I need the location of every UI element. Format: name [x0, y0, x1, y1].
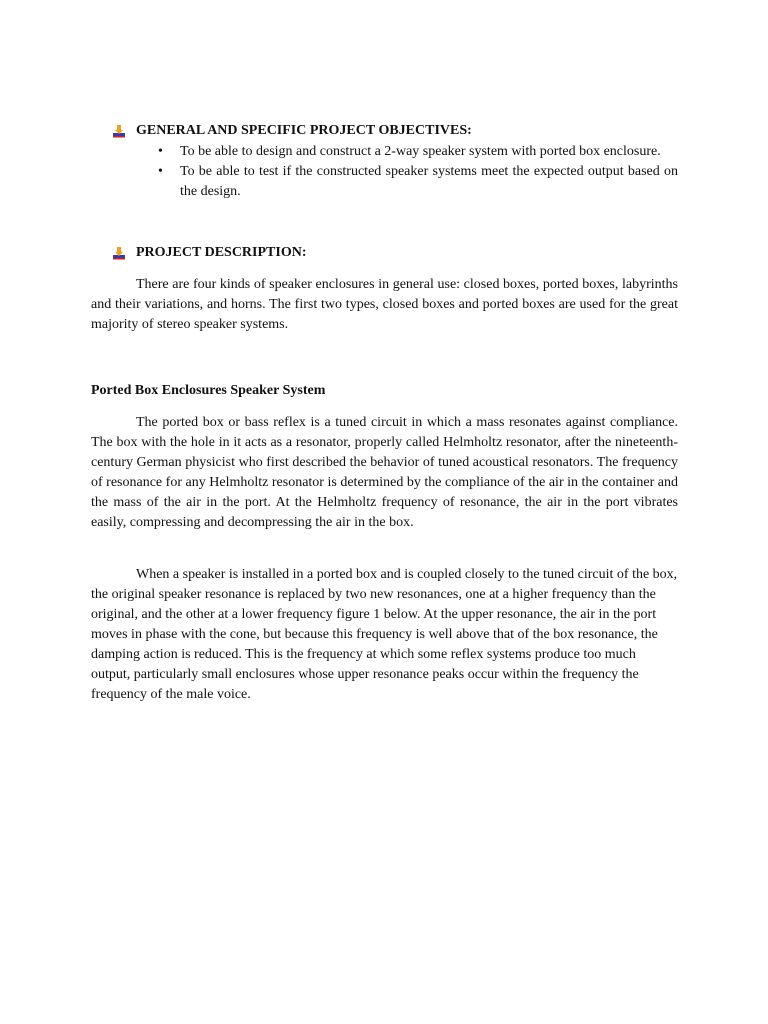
- description-heading: [112, 243, 307, 263]
- arrow-bullet-icon: [112, 246, 126, 260]
- description-title: PROJECT DESCRIPTION:: [136, 245, 307, 260]
- ported-box-paragraph-1: The ported box or bass reflex is a tuned circuit in which a mass resonates against compliance. The box with the hole in it acts as a resonator, properly called Helmholtz resonator, after the nineteenth-century German physicist who first described the behavior of tuned acoustical resonators. The frequency of resonance for any Helmholtz resonator is determined by the compliance of the air in the container and the mass of the air in the port. At the Helmholtz frequency of resonance, the air in the port vibrates easily, compressing and decompressing the air in the box.: [91, 415, 678, 530]
- list-item-text: To be able to design and construct a 2-way speaker system with ported box enclosure.: [180, 144, 661, 159]
- arrow-bullet-icon: [112, 124, 126, 138]
- list-item: [158, 142, 678, 162]
- bullet-dot: •: [158, 144, 163, 159]
- objectives-list: [158, 142, 678, 202]
- ported-box-paragraph-2: When a speaker is installed in a ported box and is coupled closely to the tuned circuit of the box, the original speaker resonance is replaced by two new resonances, one at a higher frequency than the original, and the other at a lower frequency figure 1 below. At the upper resonance, the air in the port moves in phase with the cone, but because this frequency is well above that of the box resonance, the damping action is reduced. This is the frequency at which some reflex systems produce too much output, particularly small enclosures whose upper resonance peaks occur within the frequency the frequency of the male voice.: [91, 567, 678, 702]
- objectives-title: GENERAL AND SPECIFIC PROJECT OBJECTIVES:: [136, 123, 472, 138]
- objectives-heading: [112, 121, 472, 141]
- description-paragraph: There are four kinds of speaker enclosures in general use: closed boxes, ported boxes, labyrinths and their variations, and horns. The first two types, closed boxes and ported boxes are used for the great majority of stereo speaker systems.: [91, 277, 678, 332]
- bullet-dot: •: [158, 164, 163, 179]
- list-item-text: To be able to test if the constructed speaker systems meet the expected output based on the design.: [180, 164, 678, 199]
- list-item: [158, 162, 678, 202]
- ported-box-heading: Ported Box Enclosures Speaker System: [91, 383, 326, 398]
